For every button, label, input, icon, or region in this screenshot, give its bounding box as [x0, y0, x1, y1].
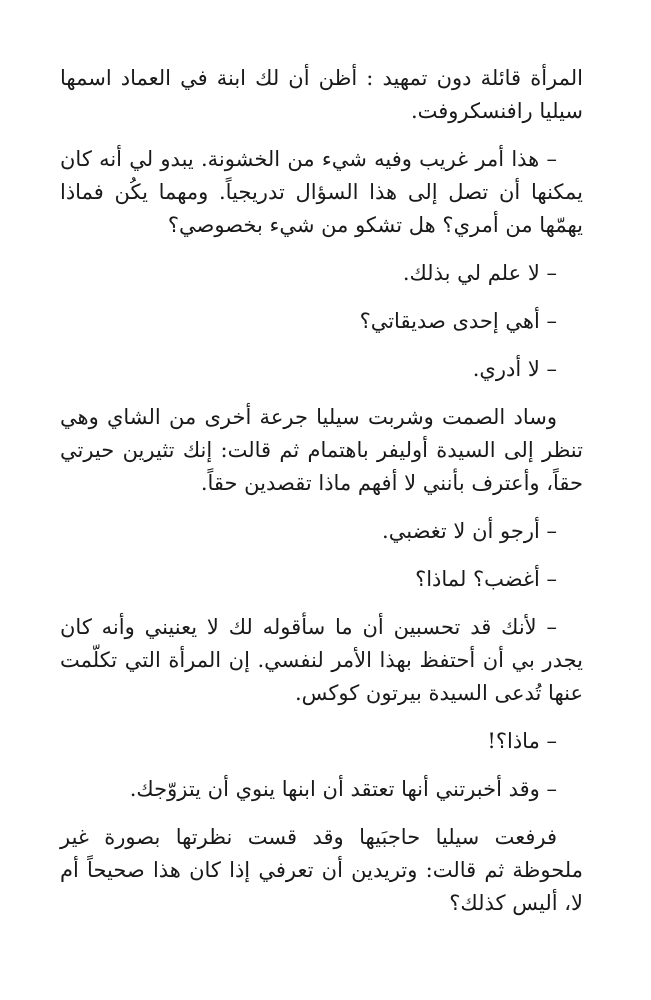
- paragraph-12: فرفعت سيليا حاجبَيها وقد قست نظرتها بصورة غير ملحوظة ثم قالت: وتريدين أن تعرفي إذا كان هذا صحيحاً أم لا، أليس كذلك؟: [60, 825, 583, 915]
- paragraph-6: وساد الصمت وشربت سيليا جرعة أخرى من الشاي وهي تنظر إلى السيدة أوليفر باهتمام ثم قالت: إنك تثيرين حيرتي حقاً، وأعترف بأنني لا أفهم ماذا تقصدين حقاً.: [60, 405, 583, 495]
- paragraph-7: – أرجو أن لا تغضبي.: [382, 519, 557, 543]
- paragraph-11: – وقد أخبرتني أنها تعتقد أن ابنها ينوي أن يتزوّجك.: [129, 777, 557, 801]
- paragraph-2: – هذا أمر غريب وفيه شيء من الخشونة. يبدو لي أنه كان يمكنها أن تصل إلى هذا السؤال تدريجياً. ومهما يكُن فماذا يهمّها من أمري؟ هل تشكو من شيء بخصوصي؟: [60, 147, 583, 237]
- paragraph-3: – لا علم لي بذلك.: [402, 261, 557, 285]
- paragraph-5: – لا أدري.: [472, 357, 557, 381]
- paragraph-1: المرأة قائلة دون تمهيد : أظن أن لك ابنة في العماد اسمها سيليا رافنسكروفت.: [60, 66, 583, 123]
- paragraph-8: – أغضب؟ لماذا؟: [415, 567, 557, 591]
- paragraph-10: – ماذا؟!: [487, 729, 557, 753]
- paragraph-4: – أهي إحدى صديقاتي؟: [359, 309, 557, 333]
- paragraph-9: – لأنك قد تحسبين أن ما سأقوله لك لا يعنيني وأنه كان يجدر بي أن أحتفظ بهذا الأمر لنفسي. إن المرأة التي تكلّمت عنها تُدعى السيدة بيرتون كوكس.: [60, 615, 583, 705]
